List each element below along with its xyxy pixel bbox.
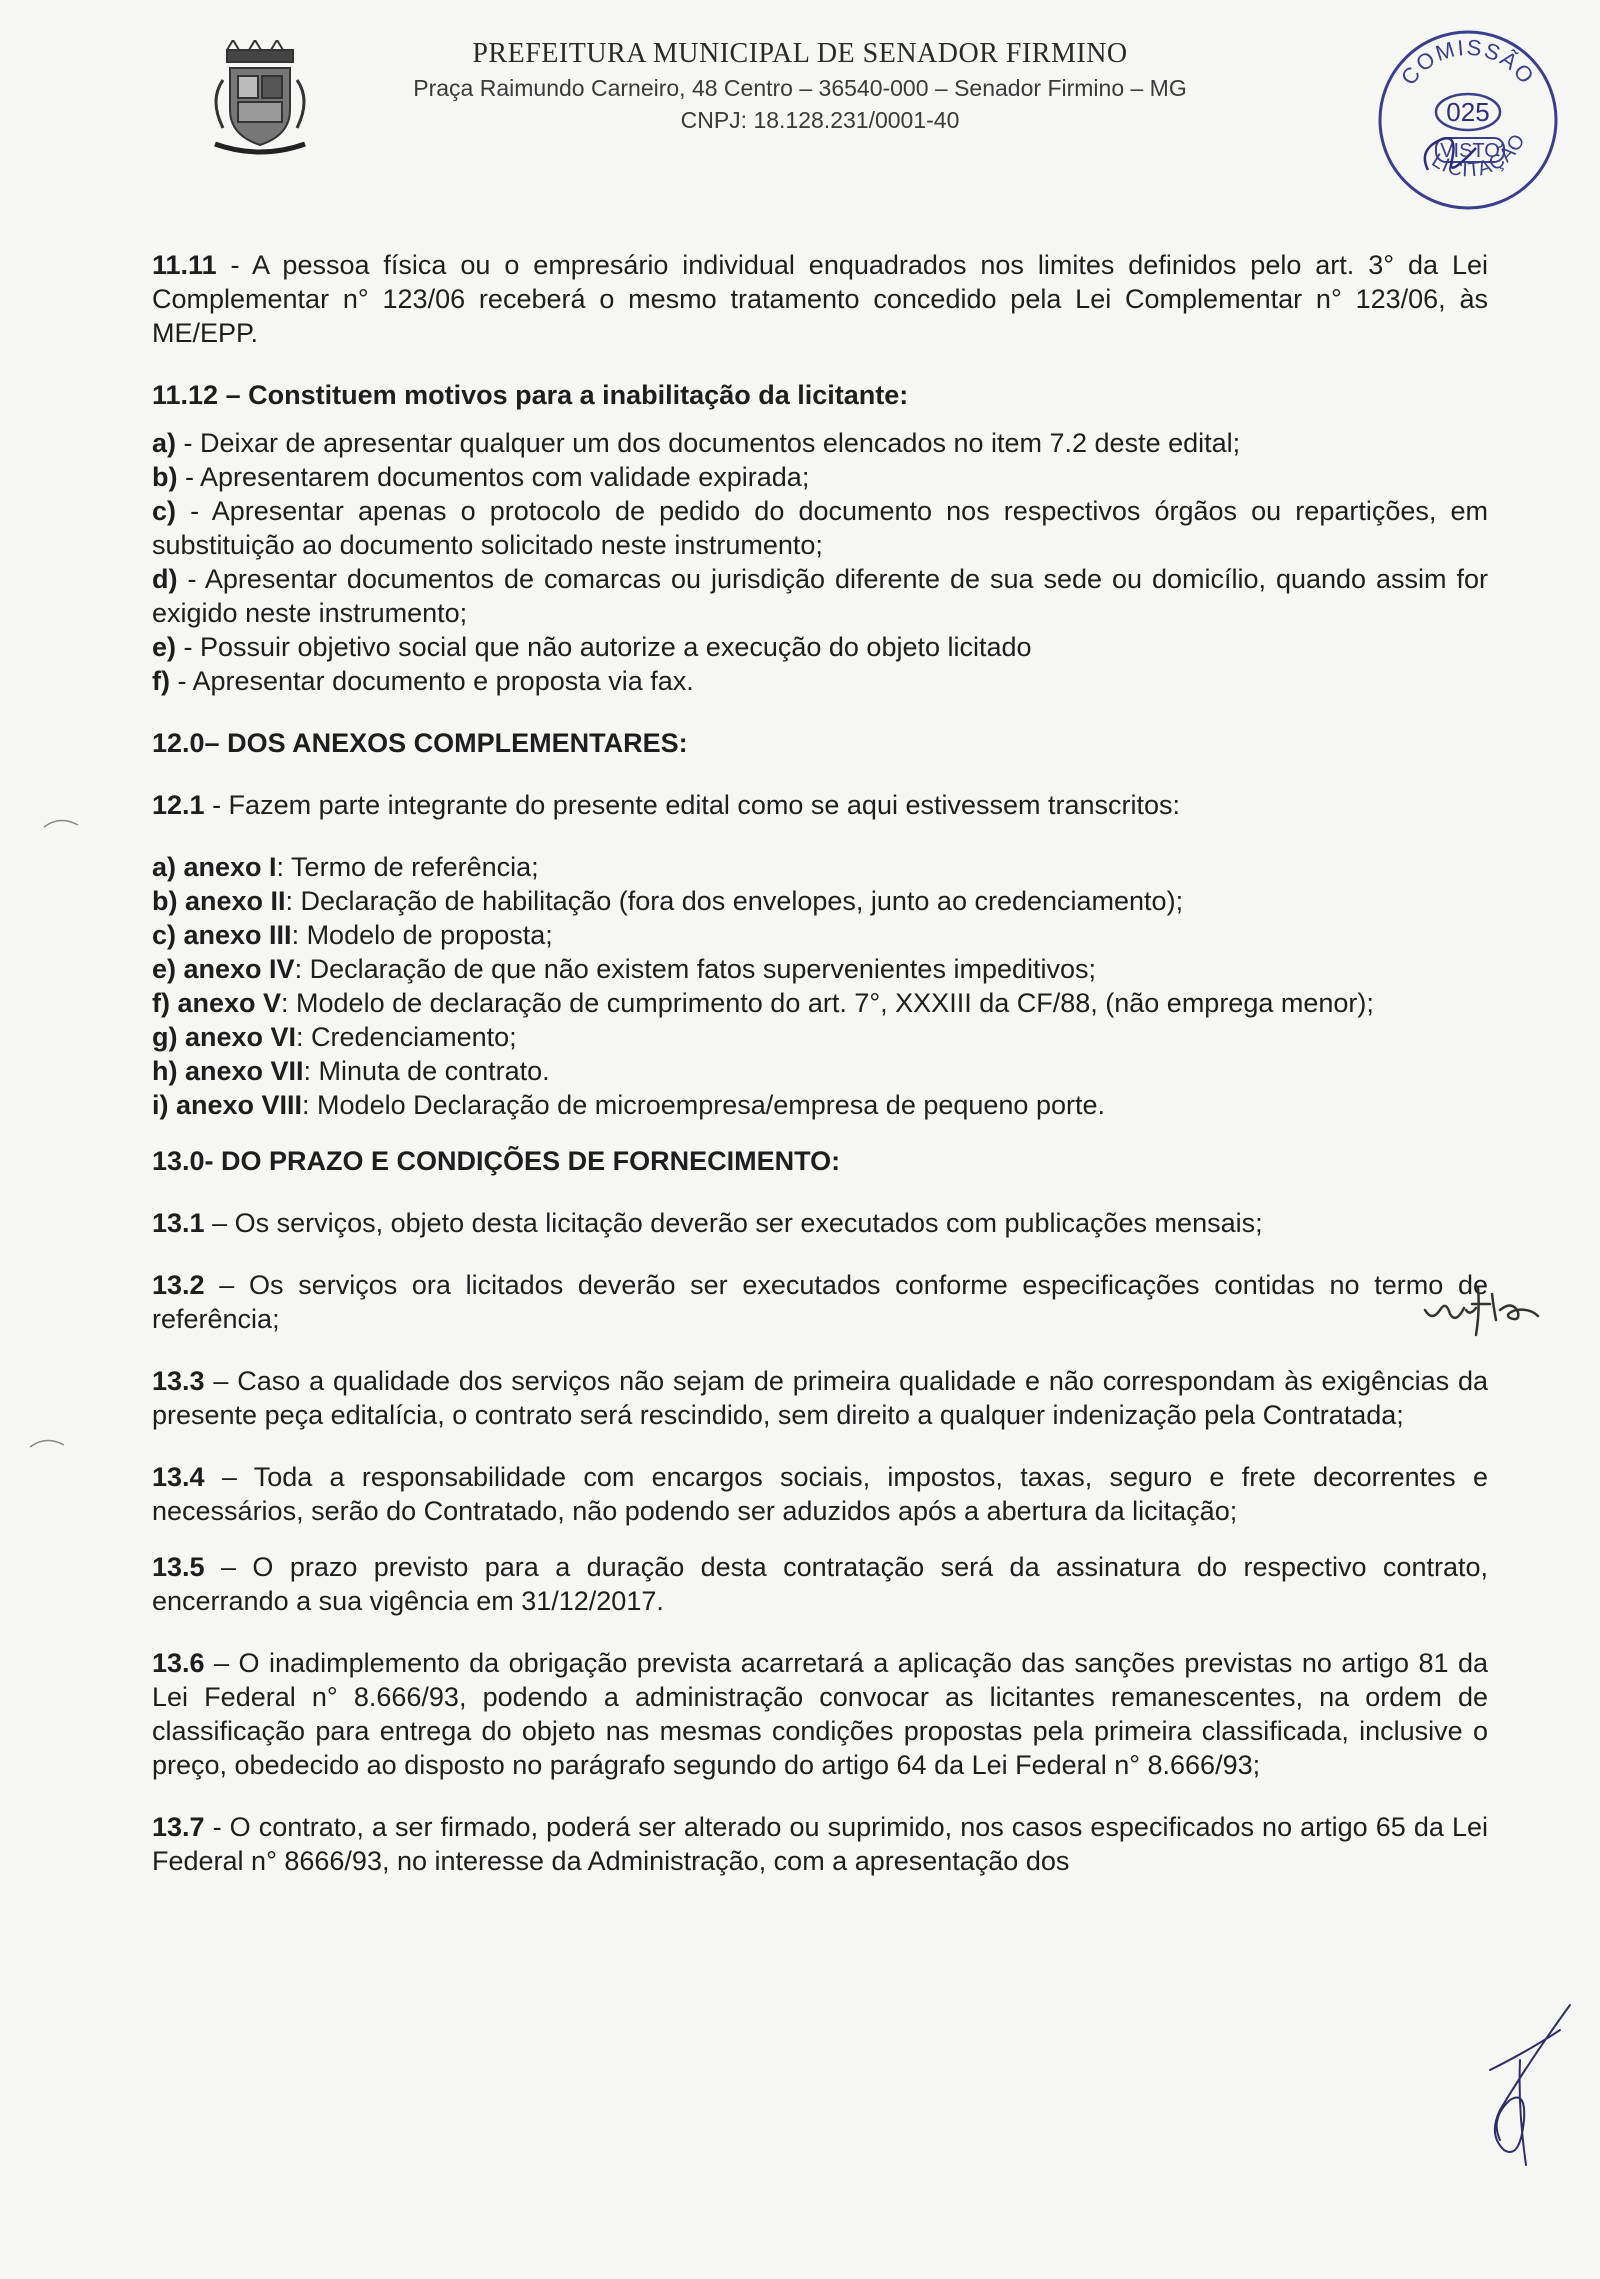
annex-text: : Modelo de declaração de cumprimento do art. 7°, XXXIII da CF/88, (não emprega menor); bbox=[281, 988, 1374, 1018]
clause-number: 13.1 bbox=[152, 1208, 205, 1238]
annex-text: : Modelo Declaração de microempresa/empresa de pequeno porte. bbox=[302, 1090, 1105, 1120]
item-text: - Possuir objetivo social que não autorize a execução do objeto licitado bbox=[176, 632, 1032, 662]
annex-text: : Declaração de habilitação (fora dos envelopes, junto ao credenciamento); bbox=[285, 886, 1184, 916]
annex-item bbox=[152, 952, 1488, 986]
svg-text:COMISSÃO bbox=[1396, 35, 1540, 90]
item-label: b) bbox=[152, 462, 178, 492]
item-label: e) bbox=[152, 632, 177, 662]
clause-12-1 bbox=[152, 788, 1488, 822]
annex-text: : Termo de referência; bbox=[276, 852, 539, 882]
clause-number: 13.5 bbox=[152, 1552, 205, 1582]
clause-number: 11.11 bbox=[152, 250, 217, 280]
clause-13-item bbox=[152, 1268, 1488, 1336]
item-text: - Apresentar documentos de comarcas ou jurisdição diferente de sua sede ou domicílio, quando assim for exigido neste instrumento; bbox=[152, 564, 1488, 628]
clause-13-item bbox=[152, 1810, 1488, 1878]
section-13-heading: 13.0- DO PRAZO E CONDIÇÕES DE FORNECIMENTO: bbox=[152, 1146, 841, 1176]
header-title: PREFEITURA MUNICIPAL DE SENADOR FIRMINO bbox=[472, 38, 1128, 69]
list-item bbox=[152, 664, 1488, 698]
annex-item bbox=[152, 884, 1488, 918]
annex-item bbox=[152, 1088, 1488, 1122]
item-label: f) bbox=[152, 666, 170, 696]
item-text: - Deixar de apresentar qualquer um dos documentos elencados no item 7.2 deste edital; bbox=[176, 428, 1241, 458]
handwritten-signature-icon bbox=[1460, 2000, 1580, 2170]
annex-label: a) anexo I bbox=[152, 852, 277, 882]
clause-number: 13.3 bbox=[152, 1366, 205, 1396]
clause-13-item bbox=[152, 1550, 1488, 1618]
punch-mark-icon bbox=[28, 1435, 68, 1449]
commission-stamp-icon bbox=[1368, 20, 1568, 220]
header-cnpj: CNPJ: 18.128.231/0001-40 bbox=[680, 107, 960, 133]
list-item bbox=[152, 630, 1488, 664]
annex-text: : Declaração de que não existem fatos supervenientes impeditivos; bbox=[294, 954, 1097, 984]
item-text: - Apresentar documento e proposta via fax. bbox=[169, 666, 694, 696]
clause-13-item bbox=[152, 1646, 1488, 1782]
stamp-bottom-text: LICITAÇÃO bbox=[1427, 129, 1531, 182]
item-label: a) bbox=[152, 428, 177, 458]
clause-text: – Os serviços ora licitados deverão ser executados conforme especificações contidas no termo de referência; bbox=[152, 1270, 1488, 1334]
clause-number: 13.4 bbox=[152, 1462, 205, 1492]
stamp-number: 025 bbox=[1446, 97, 1490, 127]
document-body bbox=[152, 248, 1488, 1878]
clause-text: - Fazem parte integrante do presente edital como se aqui estivessem transcritos: bbox=[204, 790, 1181, 820]
section-12-heading: 12.0– DOS ANEXOS COMPLEMENTARES: bbox=[152, 728, 688, 758]
item-text: - Apresentarem documentos com validade expirada; bbox=[177, 462, 810, 492]
clause-number: 13.2 bbox=[152, 1270, 205, 1300]
annex-item bbox=[152, 918, 1488, 952]
clause-13-item bbox=[152, 1460, 1488, 1528]
list-item bbox=[152, 460, 1488, 494]
clause-11-12-heading: 11.12 – Constituem motivos para a inabilitação da licitante: bbox=[152, 380, 909, 410]
clause-text: – Os serviços, objeto desta licitação deverão ser executados com publicações mensais; bbox=[204, 1208, 1263, 1238]
clause-number: 12.1 bbox=[152, 790, 205, 820]
annex-label: c) anexo III bbox=[152, 920, 292, 950]
list-item bbox=[152, 562, 1488, 630]
annex-text: : Modelo de proposta; bbox=[291, 920, 553, 950]
list-item bbox=[152, 426, 1488, 460]
clause-text: - O contrato, a ser firmado, poderá ser alterado ou suprimido, nos casos especificados no artigo 65 da Lei Federal n° 8666/93, no interesse da Administração, com a apresentação dos bbox=[152, 1812, 1488, 1876]
clause-text: – Toda a responsabilidade com encargos sociais, impostos, taxas, seguro e frete decorrentes e necessários, serão do Contratado, não podendo ser aduzidos após a abertura da licitação; bbox=[152, 1462, 1488, 1526]
item-label: d) bbox=[152, 564, 178, 594]
stamp-top-text: COMISSÃO bbox=[1395, 34, 1541, 90]
clause-text: – O prazo previsto para a duração desta contratação será da assinatura do respectivo contrato, encerrando a sua vigência em 31/12/2017. bbox=[152, 1552, 1488, 1616]
annex-label: f) anexo V bbox=[152, 988, 282, 1018]
handwritten-rubric-icon bbox=[1420, 1280, 1570, 1340]
header-address: Praça Raimundo Carneiro, 48 Centro – 36540-000 – Senador Firmino – MG bbox=[413, 75, 1187, 101]
annex-item bbox=[152, 986, 1488, 1020]
clause-text: - A pessoa física ou o empresário individual enquadrados nos limites definidos pelo art. 3° da Lei Complementar n° 123/06 receberá o mesmo tratamento concedido pela Lei Complementar n° 123/06, às ME/EPP. bbox=[152, 250, 1488, 348]
clause-text: – O inadimplemento da obrigação prevista acarretará a aplicação das sanções previstas no artigo 81 da Lei Federal n° 8.666/93, podendo a administração convocar as licitantes remanescentes, na ordem de classificação para entrega do objeto nas mesmas condições propostas pela primeira classificada, inclusive o preço, obedecido ao disposto no parágrafo segundo do artigo 64 da Lei Federal n° 8.666/93; bbox=[152, 1648, 1488, 1780]
item-text: - Apresentar apenas o protocolo de pedido do documento nos respectivos órgãos ou repartições, em substituição ao documento solicitado neste instrumento; bbox=[152, 496, 1488, 560]
annex-item bbox=[152, 850, 1488, 884]
annex-label: h) anexo VII bbox=[152, 1056, 304, 1086]
clause-number: 13.6 bbox=[152, 1648, 205, 1678]
annex-label: b) anexo II bbox=[152, 886, 286, 916]
item-label: c) bbox=[152, 496, 177, 526]
annex-item bbox=[152, 1020, 1488, 1054]
annex-text: : Minuta de contrato. bbox=[303, 1056, 550, 1086]
clause-11-11 bbox=[152, 248, 1488, 350]
clause-text: – Caso a qualidade dos serviços não sejam de primeira qualidade e não correspondam às exigências da presente peça editalícia, o contrato será rescindido, sem direito a qualquer indenização pela Contratada; bbox=[152, 1366, 1488, 1430]
annex-text: : Credenciamento; bbox=[296, 1022, 517, 1052]
clause-13-item bbox=[152, 1364, 1488, 1432]
annex-label: e) anexo IV bbox=[152, 954, 295, 984]
punch-mark-icon bbox=[42, 815, 82, 829]
annex-label: i) anexo VIII bbox=[152, 1090, 303, 1120]
clause-number: 13.7 bbox=[152, 1812, 205, 1842]
list-item bbox=[152, 494, 1488, 562]
annex-label: g) anexo VI bbox=[152, 1022, 297, 1052]
clause-13-item bbox=[152, 1206, 1488, 1240]
stamp-middle-text: VISTO bbox=[1440, 140, 1500, 162]
annex-item bbox=[152, 1054, 1488, 1088]
